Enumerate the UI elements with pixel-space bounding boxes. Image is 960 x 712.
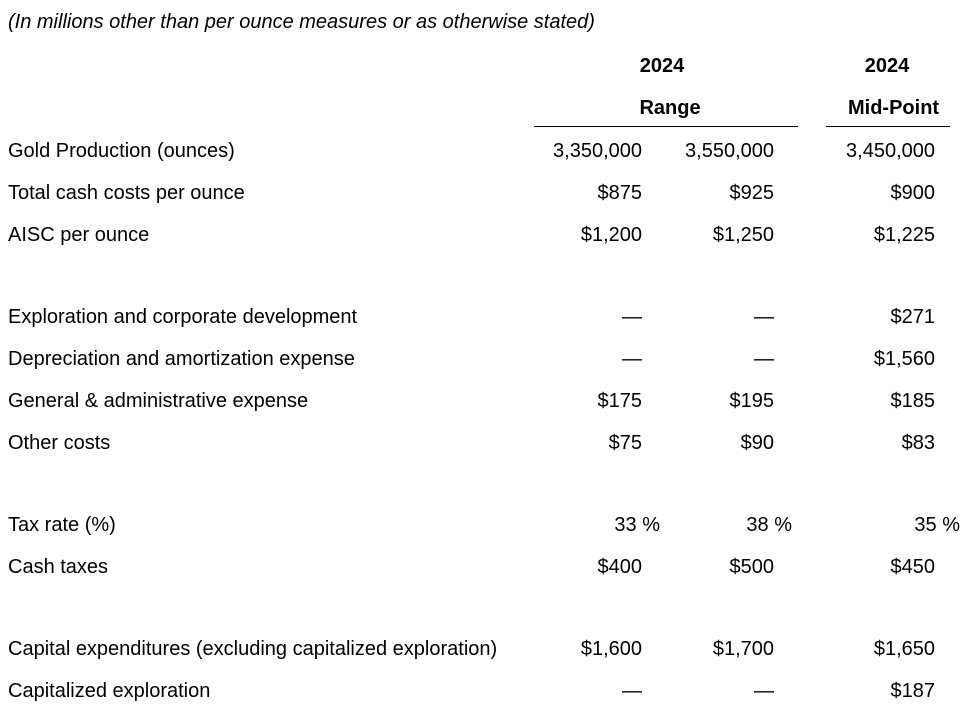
range-low-value: $400: [597, 556, 642, 578]
range-low-value: —: [622, 348, 642, 370]
mid-point-value: $1,560: [873, 348, 935, 370]
mid-point-value: $187: [890, 680, 935, 702]
table-row: [0, 422, 950, 464]
range-high-value: $90: [740, 432, 774, 454]
range-label-header: Range: [639, 97, 701, 119]
row-label: Cash taxes: [8, 556, 109, 578]
range-high-value: $925: [729, 182, 774, 204]
mid-point-value: $450: [890, 556, 935, 578]
row-label: AISC per ounce: [8, 224, 150, 246]
range-high-value: $1,250: [712, 224, 774, 246]
row-label: Other costs: [8, 432, 111, 454]
table-row: [0, 214, 950, 256]
table-note: (In millions other than per ounce measures or as otherwise stated): [8, 11, 595, 33]
table-row: [0, 380, 950, 422]
range-low-value: $875: [597, 182, 642, 204]
row-label: Gold Production (ounces): [8, 140, 235, 162]
table-row: [0, 130, 950, 172]
mid-point-value: $1,225: [873, 224, 935, 246]
table-row: [0, 546, 950, 588]
range-low-value: —: [622, 680, 642, 702]
row-label: Exploration and corporate development: [8, 306, 358, 328]
mid-point-value: $185: [890, 390, 935, 412]
row-label: Tax rate (%): [8, 514, 116, 536]
mid-point-value: $83: [901, 432, 935, 454]
mid-point-value: $271: [890, 306, 935, 328]
table-row: [0, 628, 950, 670]
row-label: Capitalized exploration: [8, 680, 211, 702]
table-row: [0, 172, 950, 214]
range-high-value: —: [754, 680, 774, 702]
row-label: Capital expenditures (excluding capitalized exploration): [8, 638, 498, 660]
mid-point-value: $900: [890, 182, 935, 204]
range-low-value: $1,200: [580, 224, 642, 246]
range-high-value: $195: [729, 390, 774, 412]
range-header-rule: [534, 126, 798, 127]
mid-label-header: Mid-Point: [848, 97, 940, 119]
table-row: [0, 670, 950, 712]
range-year-header: 2024: [639, 55, 685, 77]
mid-point-value: $1,650: [873, 638, 935, 660]
range-low-value: 3,350,000: [553, 140, 642, 162]
range-high-value: 38 %: [746, 514, 792, 536]
range-high-value: 3,550,000: [685, 140, 774, 162]
range-low-value: —: [622, 306, 642, 328]
range-high-value: —: [754, 306, 774, 328]
range-high-value: —: [754, 348, 774, 370]
range-high-value: $1,700: [712, 638, 774, 660]
range-high-value: $500: [729, 556, 774, 578]
range-low-value: $1,600: [580, 638, 642, 660]
mid-point-value: 35 %: [914, 514, 960, 536]
range-low-value: 33 %: [614, 514, 660, 536]
row-label: General & administrative expense: [8, 390, 309, 412]
range-low-value: $175: [597, 390, 642, 412]
row-label: Depreciation and amortization expense: [8, 348, 355, 370]
row-label: Total cash costs per ounce: [8, 182, 245, 204]
mid-header-rule: [826, 126, 950, 127]
mid-year-header: 2024: [864, 55, 910, 77]
table-row: [0, 338, 950, 380]
range-low-value: $75: [608, 432, 642, 454]
table-row: [0, 504, 960, 546]
mid-point-value: 3,450,000: [846, 140, 935, 162]
table-row: [0, 296, 950, 338]
